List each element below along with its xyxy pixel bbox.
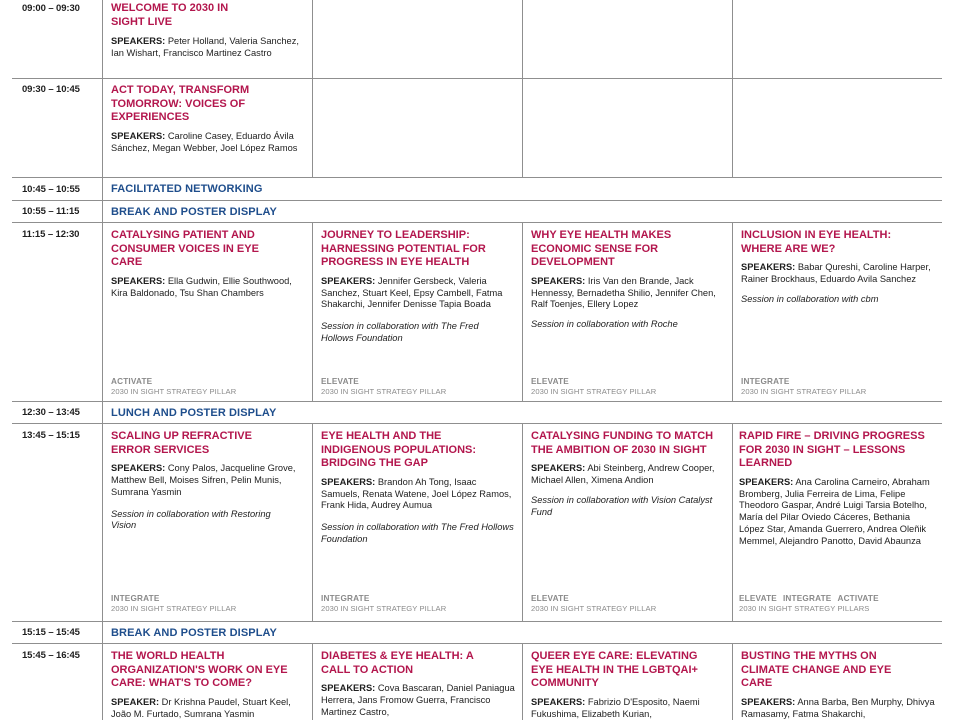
lunch-banner: LUNCH AND POSTER DISPLAY xyxy=(111,407,277,419)
time-slot: 09:30 – 10:45 xyxy=(22,84,80,95)
column-divider xyxy=(732,0,733,177)
session-title: CATALYSING PATIENT AND CONSUMER VOICES IN EYE CARE xyxy=(111,229,259,269)
column-divider xyxy=(522,643,523,720)
session-act-today xyxy=(111,84,307,154)
session-scaling-up xyxy=(111,430,307,532)
session-collaboration: Session in collaboration with The Fred Hollows Foundation xyxy=(321,522,514,544)
session-journey-leadership xyxy=(321,229,517,345)
session-catalysing-funding xyxy=(531,430,727,518)
column-divider xyxy=(312,222,313,401)
networking-banner: FACILITATED NETWORKING xyxy=(111,183,263,195)
session-inclusion xyxy=(741,229,937,306)
session-indigenous xyxy=(321,430,517,546)
session-speakers: SPEAKERS: Fabrizio D'Esposito, Naemi Fukushima, Elizabeth Kurian, xyxy=(531,696,700,719)
session-collaboration: Session in collaboration with The Fred Hollows Foundation xyxy=(321,321,479,343)
column-divider xyxy=(732,423,733,621)
strategy-pillars: ELEVATE INTEGRATE ACTIVATE 2030 IN SIGHT STRATEGY PILLARS xyxy=(739,594,879,613)
session-speakers: SPEAKERS: Abi Steinberg, Andrew Cooper, Michael Allen, Ximena Andion xyxy=(531,463,715,485)
strategy-pillar: ELEVATE 2030 IN SIGHT STRATEGY PILLAR xyxy=(531,594,657,613)
strategy-pillar: INTEGRATE 2030 IN SIGHT STRATEGY PILLAR xyxy=(111,594,237,613)
session-speakers: SPEAKERS: Ella Gudwin, Ellie Southwood, Kira Baldonado, Tsu Shan Chambers xyxy=(111,275,292,298)
session-title: EYE HEALTH AND THE INDIGENOUS POPULATIONS: BRIDGING THE GAP xyxy=(321,430,477,470)
session-rapid-fire xyxy=(739,430,935,548)
session-speakers: SPEAKERS: Anna Barba, Ben Murphy, Dhivya Ramasamy, Fatma Shakarchi, xyxy=(741,696,935,719)
session-collaboration: Session in collaboration with Restoring Vision xyxy=(111,508,271,531)
session-speakers: SPEAKERS: Babar Qureshi, Caroline Harper, Rainer Brockhaus, Eduardo Avila Sanchez xyxy=(741,262,931,284)
strategy-pillar: INTEGRATE 2030 IN SIGHT STRATEGY PILLAR xyxy=(321,594,447,613)
session-title: INCLUSION IN EYE HEALTH: WHERE ARE WE? xyxy=(741,229,892,255)
time-slot: 10:55 – 11:15 xyxy=(22,206,80,217)
session-who xyxy=(111,650,307,720)
column-divider xyxy=(522,0,523,177)
session-diabetes xyxy=(321,650,517,719)
column-divider xyxy=(102,0,103,720)
session-collaboration: Session in collaboration with cbm xyxy=(741,293,879,304)
session-title: SCALING UP REFRACTIVE ERROR SERVICES xyxy=(111,430,252,456)
session-speakers: SPEAKER: Dr Krishna Paudel, Stuart Keel, João M. Furtado, Sumrana Yasmin xyxy=(111,696,291,719)
session-queer xyxy=(531,650,727,720)
session-title: THE WORLD HEALTH ORGANIZATION'S WORK ON EYE CARE: WHAT'S TO COME? xyxy=(111,650,288,690)
time-slot: 10:45 – 10:55 xyxy=(22,184,80,195)
session-title: WHY EYE HEALTH MAKES ECONOMIC SENSE FOR DEVELOPMENT xyxy=(531,229,672,269)
time-slot: 09:00 – 09:30 xyxy=(22,3,80,14)
column-divider xyxy=(312,423,313,621)
session-title: ACT TODAY, TRANSFORM TOMORROW: VOICES OF EXPERIENCES xyxy=(111,84,250,124)
session-title: RAPID FIRE – DRIVING PROGRESS FOR 2030 IN SIGHT – LESSONS LEARNED xyxy=(739,430,925,470)
session-collaboration: Session in collaboration with Vision Catalyst Fund xyxy=(531,494,713,517)
column-divider xyxy=(522,222,523,401)
time-slot: 15:15 – 15:45 xyxy=(22,627,80,638)
session-title: DIABETES & EYE HEALTH: A CALL TO ACTION xyxy=(321,650,474,676)
row-divider xyxy=(12,423,942,424)
session-speakers: SPEAKERS: Caroline Casey, Eduardo Ávila Sánchez, Megan Webber, Joel López Ramos xyxy=(111,130,298,153)
strategy-pillar: ELEVATE 2030 IN SIGHT STRATEGY PILLAR xyxy=(321,377,447,396)
column-divider xyxy=(732,222,733,401)
row-divider xyxy=(12,200,942,201)
session-speakers: SPEAKERS: Ana Carolina Carneiro, Abraham Bromberg, Julia Ferreira de Lima, Felipe Theodoro Gaspar, André Luigi Tarsia Botelho, María del Pilar Oviedo Cáceres, Bethania López Star, Amanda Guerrero, Andrea Oleñik Memmel, Alejandro Panotto, David Abaunza xyxy=(739,476,930,546)
session-title: WELCOME TO 2030 IN SIGHT LIVE xyxy=(111,2,229,28)
session-welcome xyxy=(111,2,307,60)
session-title: BUSTING THE MYTHS ON CLIMATE CHANGE AND EYE CARE xyxy=(741,650,892,690)
session-busting xyxy=(741,650,937,720)
time-slot: 15:45 – 16:45 xyxy=(22,650,80,661)
session-speakers: SPEAKERS: Iris Van den Brande, Jack Hennessy, Bernadetha Shilio, Jennifer Chen, Ralf Toenjes, Ellery Lopez xyxy=(531,275,716,310)
row-divider xyxy=(12,401,942,402)
row-divider xyxy=(12,177,942,178)
session-title: JOURNEY TO LEADERSHIP: HARNESSING POTENTIAL FOR PROGRESS IN EYE HEALTH xyxy=(321,229,486,269)
session-title: QUEER EYE CARE: ELEVATING EYE HEALTH IN THE LGBTQAI+ COMMUNITY xyxy=(531,650,698,690)
session-title: CATALYSING FUNDING TO MATCH THE AMBITION OF 2030 IN SIGHT xyxy=(531,430,714,456)
column-divider xyxy=(732,643,733,720)
break-banner: BREAK AND POSTER DISPLAY xyxy=(111,627,277,639)
session-collaboration: Session in collaboration with Roche xyxy=(531,319,678,330)
time-slot: 12:30 – 13:45 xyxy=(22,407,80,418)
column-divider xyxy=(522,423,523,621)
session-catalysing-patient xyxy=(111,229,307,299)
strategy-pillar: ELEVATE 2030 IN SIGHT STRATEGY PILLAR xyxy=(531,377,657,396)
row-divider xyxy=(12,643,942,644)
session-speakers: SPEAKERS: Cony Palos, Jacqueline Grove, Matthew Bell, Moises Sifren, Pelin Munis, Sumrana Yasmin xyxy=(111,463,296,497)
session-speakers: SPEAKERS: Brandon Ah Tong, Isaac Samuels, Renata Watene, Joel López Ramos, Frank Hida, Audrey Aumua xyxy=(321,476,512,511)
break-banner: BREAK AND POSTER DISPLAY xyxy=(111,206,277,218)
row-divider xyxy=(12,78,942,79)
time-slot: 13:45 – 15:15 xyxy=(22,430,80,441)
column-divider xyxy=(312,643,313,720)
time-slot: 11:15 – 12:30 xyxy=(22,229,80,240)
column-divider xyxy=(312,0,313,177)
session-speakers: SPEAKERS: Jennifer Gersbeck, Valeria Sanchez, Stuart Keel, Epsy Cambell, Fatma Shakarchi, Jennifer Denisse Tapia Boada xyxy=(321,275,503,310)
session-speakers: SPEAKERS: Peter Holland, Valeria Sanchez, Ian Wishart, Francisco Martinez Castro xyxy=(111,36,299,58)
strategy-pillar: INTEGRATE 2030 IN SIGHT STRATEGY PILLAR xyxy=(741,377,867,396)
session-speakers: SPEAKERS: Cova Bascaran, Daniel Paniagua Herrera, Jans Fromow Guerra, Francisco Martinez Castro, xyxy=(321,683,515,717)
row-divider xyxy=(12,621,942,622)
strategy-pillar: ACTIVATE 2030 IN SIGHT STRATEGY PILLAR xyxy=(111,377,237,396)
session-why-eye-health xyxy=(531,229,727,331)
row-divider xyxy=(12,222,942,223)
